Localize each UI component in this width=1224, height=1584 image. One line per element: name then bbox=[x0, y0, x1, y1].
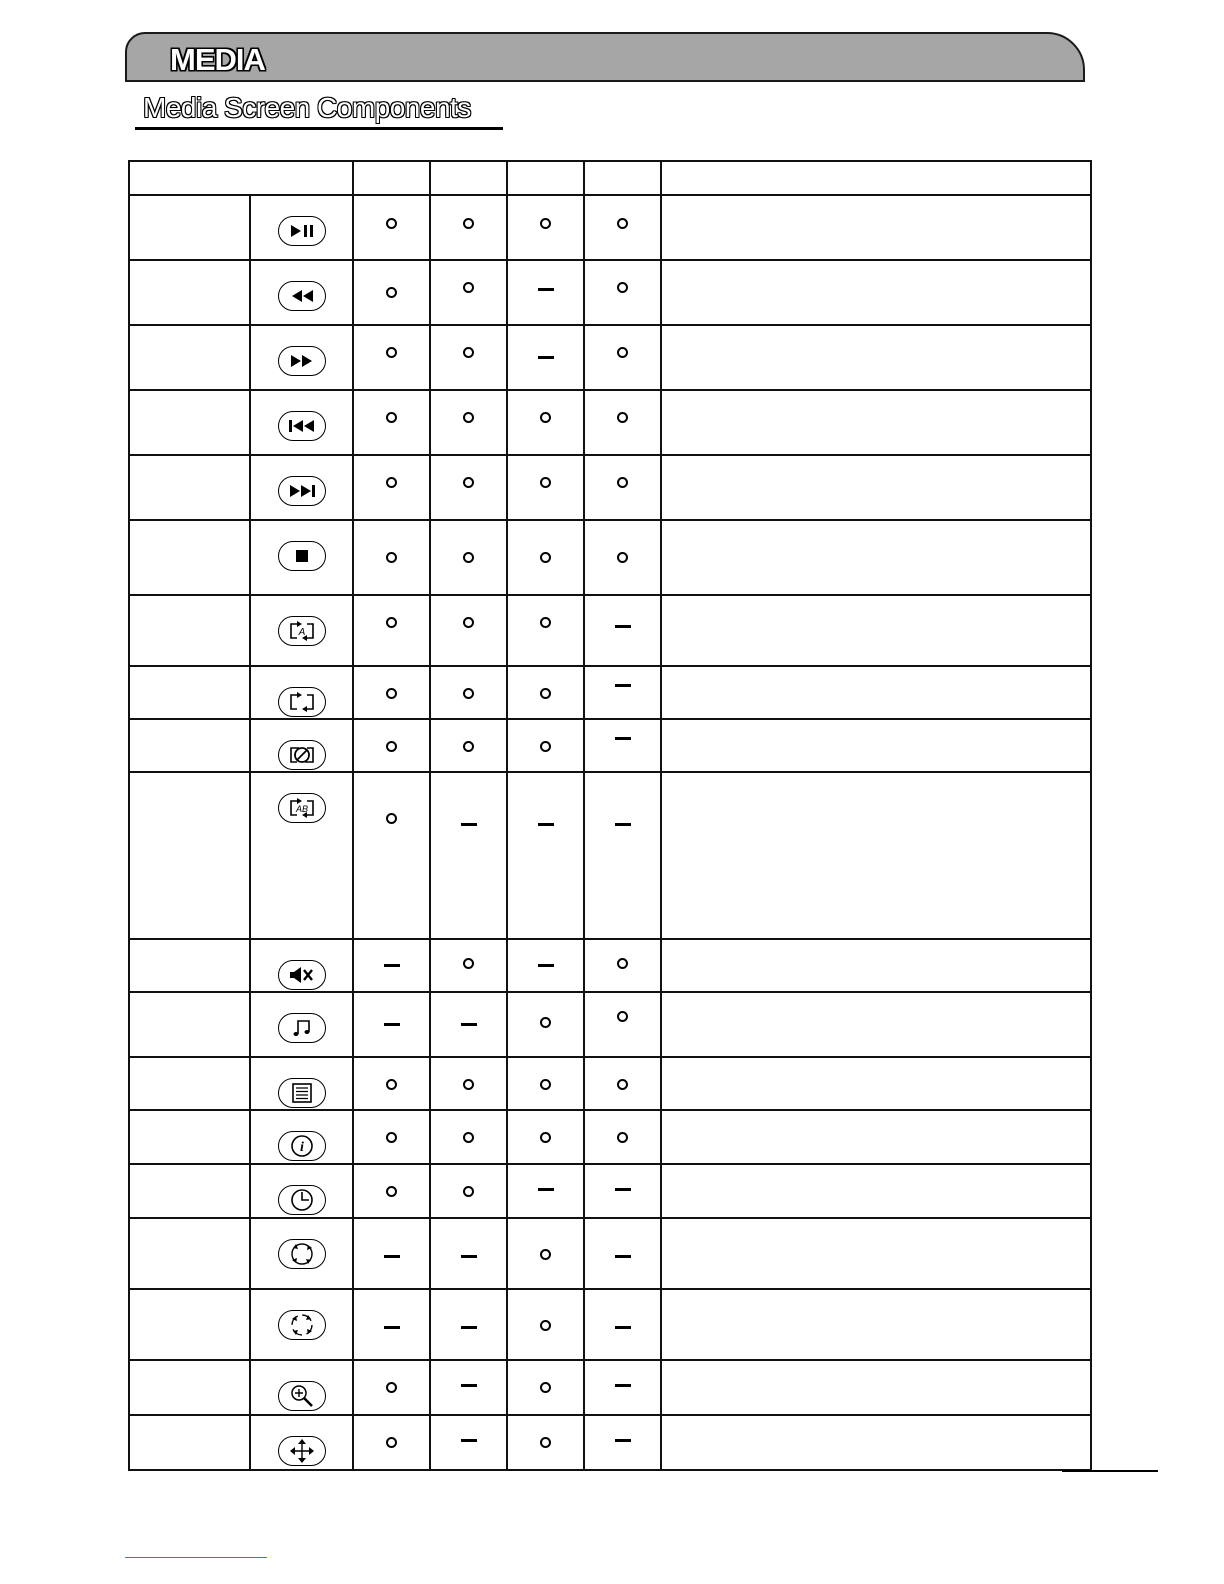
fast-forward-button[interactable] bbox=[278, 346, 326, 376]
table-row bbox=[129, 520, 1091, 595]
available-mark bbox=[463, 1079, 474, 1090]
table-header-row bbox=[129, 161, 1091, 195]
availability-cell bbox=[430, 260, 507, 325]
availability-cell bbox=[353, 1164, 430, 1218]
info-icon bbox=[290, 1134, 314, 1158]
unavailable-mark bbox=[615, 684, 631, 687]
table-row bbox=[129, 595, 1091, 666]
table-row bbox=[129, 1164, 1091, 1218]
available-mark bbox=[386, 347, 397, 358]
component-icon-cell bbox=[250, 390, 353, 455]
availability-cell bbox=[430, 1057, 507, 1110]
header-cell-col3 bbox=[507, 161, 584, 195]
component-icon-cell bbox=[250, 1415, 353, 1470]
availability-cell bbox=[507, 1057, 584, 1110]
availability-cell bbox=[353, 325, 430, 390]
availability-cell bbox=[507, 939, 584, 992]
description-cell bbox=[661, 1057, 1091, 1110]
table-row bbox=[129, 1218, 1091, 1289]
availability-cell bbox=[584, 992, 661, 1057]
header-cell-component bbox=[129, 161, 353, 195]
component-name-cell bbox=[129, 1164, 250, 1218]
available-mark bbox=[540, 552, 551, 563]
component-name-cell bbox=[129, 595, 250, 666]
description-cell bbox=[661, 595, 1091, 666]
available-mark bbox=[617, 552, 628, 563]
availability-cell bbox=[353, 195, 430, 260]
available-mark bbox=[540, 1079, 551, 1090]
page-header-bar bbox=[125, 32, 1085, 82]
available-mark bbox=[386, 1079, 397, 1090]
available-mark bbox=[540, 1132, 551, 1143]
availability-cell bbox=[584, 1110, 661, 1164]
description-cell bbox=[661, 772, 1091, 939]
unavailable-mark bbox=[461, 1326, 477, 1329]
component-name-cell bbox=[129, 1218, 250, 1289]
availability-cell bbox=[353, 1415, 430, 1470]
available-mark bbox=[386, 552, 397, 563]
description-cell bbox=[661, 1110, 1091, 1164]
availability-cell bbox=[430, 455, 507, 520]
description-cell bbox=[661, 1164, 1091, 1218]
unavailable-mark bbox=[461, 1384, 477, 1387]
availability-cell bbox=[353, 520, 430, 595]
component-name-cell bbox=[129, 390, 250, 455]
rotate-counterclockwise-button[interactable] bbox=[278, 1310, 326, 1340]
availability-cell bbox=[584, 939, 661, 992]
available-mark bbox=[617, 282, 628, 293]
unavailable-mark bbox=[615, 1188, 631, 1191]
availability-cell bbox=[584, 1360, 661, 1415]
mute-button[interactable] bbox=[278, 960, 326, 990]
availability-cell bbox=[507, 390, 584, 455]
unavailable-mark bbox=[615, 1326, 631, 1329]
available-mark bbox=[540, 1382, 551, 1393]
availability-cell bbox=[507, 1218, 584, 1289]
repeat-all-icon bbox=[287, 620, 317, 642]
previous-track-button[interactable] bbox=[278, 411, 326, 441]
footer-rule bbox=[1062, 1470, 1158, 1472]
repeat-ab-icon bbox=[287, 797, 317, 819]
availability-cell bbox=[584, 772, 661, 939]
availability-cell bbox=[584, 1164, 661, 1218]
availability-cell bbox=[584, 520, 661, 595]
availability-cell bbox=[353, 992, 430, 1057]
zoom-icon bbox=[289, 1383, 315, 1409]
available-mark bbox=[463, 1186, 474, 1197]
rotate-clockwise-icon bbox=[289, 1241, 315, 1267]
availability-cell bbox=[584, 195, 661, 260]
available-mark bbox=[617, 1079, 628, 1090]
table-row bbox=[129, 325, 1091, 390]
available-mark bbox=[386, 218, 397, 229]
component-name-cell bbox=[129, 939, 250, 992]
availability-cell bbox=[353, 719, 430, 772]
component-icon-cell bbox=[250, 195, 353, 260]
available-mark bbox=[386, 813, 397, 824]
availability-cell bbox=[507, 595, 584, 666]
available-mark bbox=[540, 617, 551, 628]
table-row bbox=[129, 1057, 1091, 1110]
available-mark bbox=[540, 1249, 551, 1260]
rotate-clockwise-button[interactable] bbox=[278, 1239, 326, 1269]
component-icon-cell bbox=[250, 1057, 353, 1110]
svg-text:i: i bbox=[299, 1140, 304, 1155]
audio-icon bbox=[290, 1018, 314, 1038]
unavailable-mark bbox=[615, 625, 631, 628]
next-track-icon bbox=[286, 483, 318, 499]
unavailable-mark bbox=[538, 288, 554, 291]
availability-cell bbox=[430, 939, 507, 992]
unavailable-mark bbox=[384, 1326, 400, 1329]
section-title: Media Screen Components bbox=[143, 92, 471, 123]
availability-cell bbox=[584, 1415, 661, 1470]
svg-text:A: A bbox=[298, 627, 305, 638]
table-row bbox=[129, 939, 1091, 992]
available-mark bbox=[463, 282, 474, 293]
unavailable-mark bbox=[384, 1255, 400, 1258]
availability-cell bbox=[353, 1360, 430, 1415]
component-name-cell bbox=[129, 455, 250, 520]
menu-list-button[interactable] bbox=[278, 1078, 326, 1108]
description-cell bbox=[661, 260, 1091, 325]
availability-cell bbox=[430, 195, 507, 260]
available-mark bbox=[386, 1132, 397, 1143]
component-name-cell bbox=[129, 719, 250, 772]
available-mark bbox=[463, 347, 474, 358]
description-cell bbox=[661, 719, 1091, 772]
available-mark bbox=[386, 412, 397, 423]
available-mark bbox=[386, 688, 397, 699]
availability-cell bbox=[430, 1289, 507, 1360]
availability-cell bbox=[507, 1289, 584, 1360]
stop-icon bbox=[294, 548, 310, 564]
availability-cell bbox=[507, 455, 584, 520]
available-mark bbox=[463, 412, 474, 423]
component-icon-cell bbox=[250, 1289, 353, 1360]
unavailable-mark bbox=[615, 1255, 631, 1258]
component-name-cell bbox=[129, 260, 250, 325]
description-cell bbox=[661, 455, 1091, 520]
description-cell bbox=[661, 939, 1091, 992]
unavailable-mark bbox=[461, 823, 477, 826]
available-mark bbox=[540, 1017, 551, 1028]
availability-cell bbox=[584, 1057, 661, 1110]
component-icon-cell bbox=[250, 666, 353, 719]
component-name-cell bbox=[129, 772, 250, 939]
availability-cell bbox=[507, 1164, 584, 1218]
component-icon-cell bbox=[250, 455, 353, 520]
component-name-cell bbox=[129, 1289, 250, 1360]
availability-cell bbox=[353, 260, 430, 325]
clock-button[interactable] bbox=[278, 1185, 326, 1215]
availability-cell bbox=[507, 520, 584, 595]
available-mark bbox=[540, 412, 551, 423]
component-icon-cell bbox=[250, 260, 353, 325]
table-body bbox=[129, 195, 1091, 1470]
description-cell bbox=[661, 1218, 1091, 1289]
unavailable-mark bbox=[384, 1023, 400, 1026]
component-name-cell bbox=[129, 666, 250, 719]
component-name-cell bbox=[129, 1360, 250, 1415]
table-row bbox=[129, 666, 1091, 719]
availability-cell bbox=[430, 666, 507, 719]
availability-cell bbox=[353, 939, 430, 992]
availability-cell bbox=[507, 992, 584, 1057]
available-mark bbox=[617, 958, 628, 969]
available-mark bbox=[617, 412, 628, 423]
available-mark bbox=[386, 1382, 397, 1393]
availability-cell bbox=[507, 195, 584, 260]
repeat-all-button[interactable] bbox=[278, 616, 326, 646]
availability-cell bbox=[584, 325, 661, 390]
unavailable-mark bbox=[538, 964, 554, 967]
availability-cell bbox=[430, 719, 507, 772]
component-name-cell bbox=[129, 325, 250, 390]
description-cell bbox=[661, 1289, 1091, 1360]
footer-link-rule bbox=[125, 1557, 267, 1558]
header-cell-col1 bbox=[353, 161, 430, 195]
component-icon-cell bbox=[250, 325, 353, 390]
stop-button[interactable] bbox=[278, 541, 326, 571]
component-name-cell bbox=[129, 992, 250, 1057]
available-mark bbox=[463, 552, 474, 563]
svg-text:AB: AB bbox=[295, 804, 308, 814]
availability-cell bbox=[507, 719, 584, 772]
available-mark bbox=[463, 218, 474, 229]
audio-button[interactable] bbox=[278, 1013, 326, 1043]
clock-icon bbox=[290, 1188, 314, 1212]
available-mark bbox=[617, 477, 628, 488]
availability-cell bbox=[507, 1110, 584, 1164]
description-cell bbox=[661, 666, 1091, 719]
available-mark bbox=[463, 1132, 474, 1143]
availability-cell bbox=[584, 1289, 661, 1360]
availability-cell bbox=[584, 260, 661, 325]
play-pause-button[interactable] bbox=[278, 216, 326, 246]
availability-cell bbox=[353, 666, 430, 719]
availability-cell bbox=[507, 260, 584, 325]
availability-cell bbox=[353, 772, 430, 939]
rotate-counterclockwise-icon bbox=[289, 1312, 315, 1338]
available-mark bbox=[463, 688, 474, 699]
available-mark bbox=[463, 958, 474, 969]
available-mark bbox=[540, 218, 551, 229]
available-mark bbox=[386, 1437, 397, 1448]
component-icon-cell bbox=[250, 772, 353, 939]
availability-cell bbox=[584, 666, 661, 719]
component-name-cell bbox=[129, 1057, 250, 1110]
availability-cell bbox=[353, 390, 430, 455]
page-title: MEDIA bbox=[170, 42, 265, 77]
repeat-icon bbox=[287, 691, 317, 713]
availability-cell bbox=[353, 1057, 430, 1110]
unavailable-mark bbox=[615, 737, 631, 740]
description-cell bbox=[661, 195, 1091, 260]
available-mark bbox=[386, 1186, 397, 1197]
table-row bbox=[129, 1360, 1091, 1415]
unavailable-mark bbox=[615, 1384, 631, 1387]
repeat-off-button[interactable] bbox=[278, 740, 326, 770]
description-cell bbox=[661, 390, 1091, 455]
header-cell-col4 bbox=[584, 161, 661, 195]
description-cell bbox=[661, 992, 1091, 1057]
unavailable-mark bbox=[461, 1255, 477, 1258]
description-cell bbox=[661, 325, 1091, 390]
availability-cell bbox=[430, 520, 507, 595]
table-row bbox=[129, 1415, 1091, 1470]
repeat-button[interactable] bbox=[278, 687, 326, 717]
availability-cell bbox=[430, 1360, 507, 1415]
table-row bbox=[129, 719, 1091, 772]
info-button[interactable] bbox=[278, 1131, 326, 1161]
table-row bbox=[129, 1110, 1091, 1164]
component-name-cell bbox=[129, 1415, 250, 1470]
component-name-cell bbox=[129, 1110, 250, 1164]
media-components-table bbox=[128, 160, 1092, 1471]
available-mark bbox=[386, 617, 397, 628]
component-name-cell bbox=[129, 520, 250, 595]
unavailable-mark bbox=[615, 1439, 631, 1442]
rewind-icon bbox=[287, 288, 317, 304]
header-cell-col2 bbox=[430, 161, 507, 195]
available-mark bbox=[540, 477, 551, 488]
availability-cell bbox=[507, 1415, 584, 1470]
available-mark bbox=[617, 347, 628, 358]
header-cell-description bbox=[661, 161, 1091, 195]
availability-cell bbox=[430, 1110, 507, 1164]
availability-cell bbox=[430, 992, 507, 1057]
available-mark bbox=[386, 741, 397, 752]
table-row bbox=[129, 390, 1091, 455]
table-row bbox=[129, 992, 1091, 1057]
availability-cell bbox=[507, 1360, 584, 1415]
description-cell bbox=[661, 520, 1091, 595]
availability-cell bbox=[430, 1415, 507, 1470]
component-icon-cell bbox=[250, 1218, 353, 1289]
available-mark bbox=[617, 1011, 628, 1022]
table-row bbox=[129, 260, 1091, 325]
unavailable-mark bbox=[384, 964, 400, 967]
availability-cell bbox=[584, 719, 661, 772]
availability-cell bbox=[507, 772, 584, 939]
available-mark bbox=[617, 1132, 628, 1143]
table-row bbox=[129, 772, 1091, 939]
unavailable-mark bbox=[461, 1023, 477, 1026]
table-row bbox=[129, 455, 1091, 520]
unavailable-mark bbox=[538, 1188, 554, 1191]
availability-cell bbox=[353, 1218, 430, 1289]
component-icon-cell bbox=[250, 992, 353, 1057]
availability-cell bbox=[584, 455, 661, 520]
available-mark bbox=[540, 688, 551, 699]
availability-cell bbox=[507, 666, 584, 719]
unavailable-mark bbox=[538, 823, 554, 826]
description-cell bbox=[661, 1360, 1091, 1415]
availability-cell bbox=[353, 595, 430, 666]
next-track-button[interactable] bbox=[278, 476, 326, 506]
availability-cell bbox=[584, 390, 661, 455]
available-mark bbox=[386, 477, 397, 488]
availability-cell bbox=[353, 455, 430, 520]
component-icon-cell bbox=[250, 1164, 353, 1218]
unavailable-mark bbox=[461, 1439, 477, 1442]
availability-cell bbox=[430, 595, 507, 666]
fast-forward-icon bbox=[287, 353, 317, 369]
availability-cell bbox=[430, 325, 507, 390]
component-icon-cell bbox=[250, 719, 353, 772]
move-icon bbox=[289, 1438, 315, 1464]
mute-icon bbox=[288, 965, 316, 985]
availability-cell bbox=[353, 1289, 430, 1360]
available-mark bbox=[540, 1437, 551, 1448]
availability-cell bbox=[430, 390, 507, 455]
menu-list-icon bbox=[291, 1082, 313, 1104]
table-row bbox=[129, 1289, 1091, 1360]
availability-cell bbox=[430, 1164, 507, 1218]
section-underline bbox=[135, 127, 503, 130]
availability-cell bbox=[584, 595, 661, 666]
available-mark bbox=[540, 741, 551, 752]
available-mark bbox=[386, 287, 397, 298]
repeat-ab-button[interactable] bbox=[278, 793, 326, 823]
available-mark bbox=[463, 477, 474, 488]
availability-cell bbox=[507, 325, 584, 390]
component-icon-cell bbox=[250, 1110, 353, 1164]
component-icon-cell bbox=[250, 595, 353, 666]
zoom-button[interactable] bbox=[278, 1381, 326, 1411]
component-icon-cell bbox=[250, 939, 353, 992]
availability-cell bbox=[584, 1218, 661, 1289]
available-mark bbox=[617, 218, 628, 229]
availability-cell bbox=[430, 1218, 507, 1289]
unavailable-mark bbox=[615, 823, 631, 826]
move-button[interactable] bbox=[278, 1436, 326, 1466]
availability-cell bbox=[353, 1110, 430, 1164]
component-name-cell bbox=[129, 195, 250, 260]
previous-track-icon bbox=[286, 418, 318, 434]
component-icon-cell bbox=[250, 1360, 353, 1415]
play-pause-icon bbox=[287, 223, 317, 239]
repeat-off-icon bbox=[287, 744, 317, 766]
rewind-button[interactable] bbox=[278, 281, 326, 311]
component-icon-cell bbox=[250, 520, 353, 595]
availability-cell bbox=[430, 772, 507, 939]
unavailable-mark bbox=[538, 356, 554, 359]
description-cell bbox=[661, 1415, 1091, 1470]
available-mark bbox=[463, 617, 474, 628]
available-mark bbox=[540, 1320, 551, 1331]
table-row bbox=[129, 195, 1091, 260]
available-mark bbox=[463, 741, 474, 752]
